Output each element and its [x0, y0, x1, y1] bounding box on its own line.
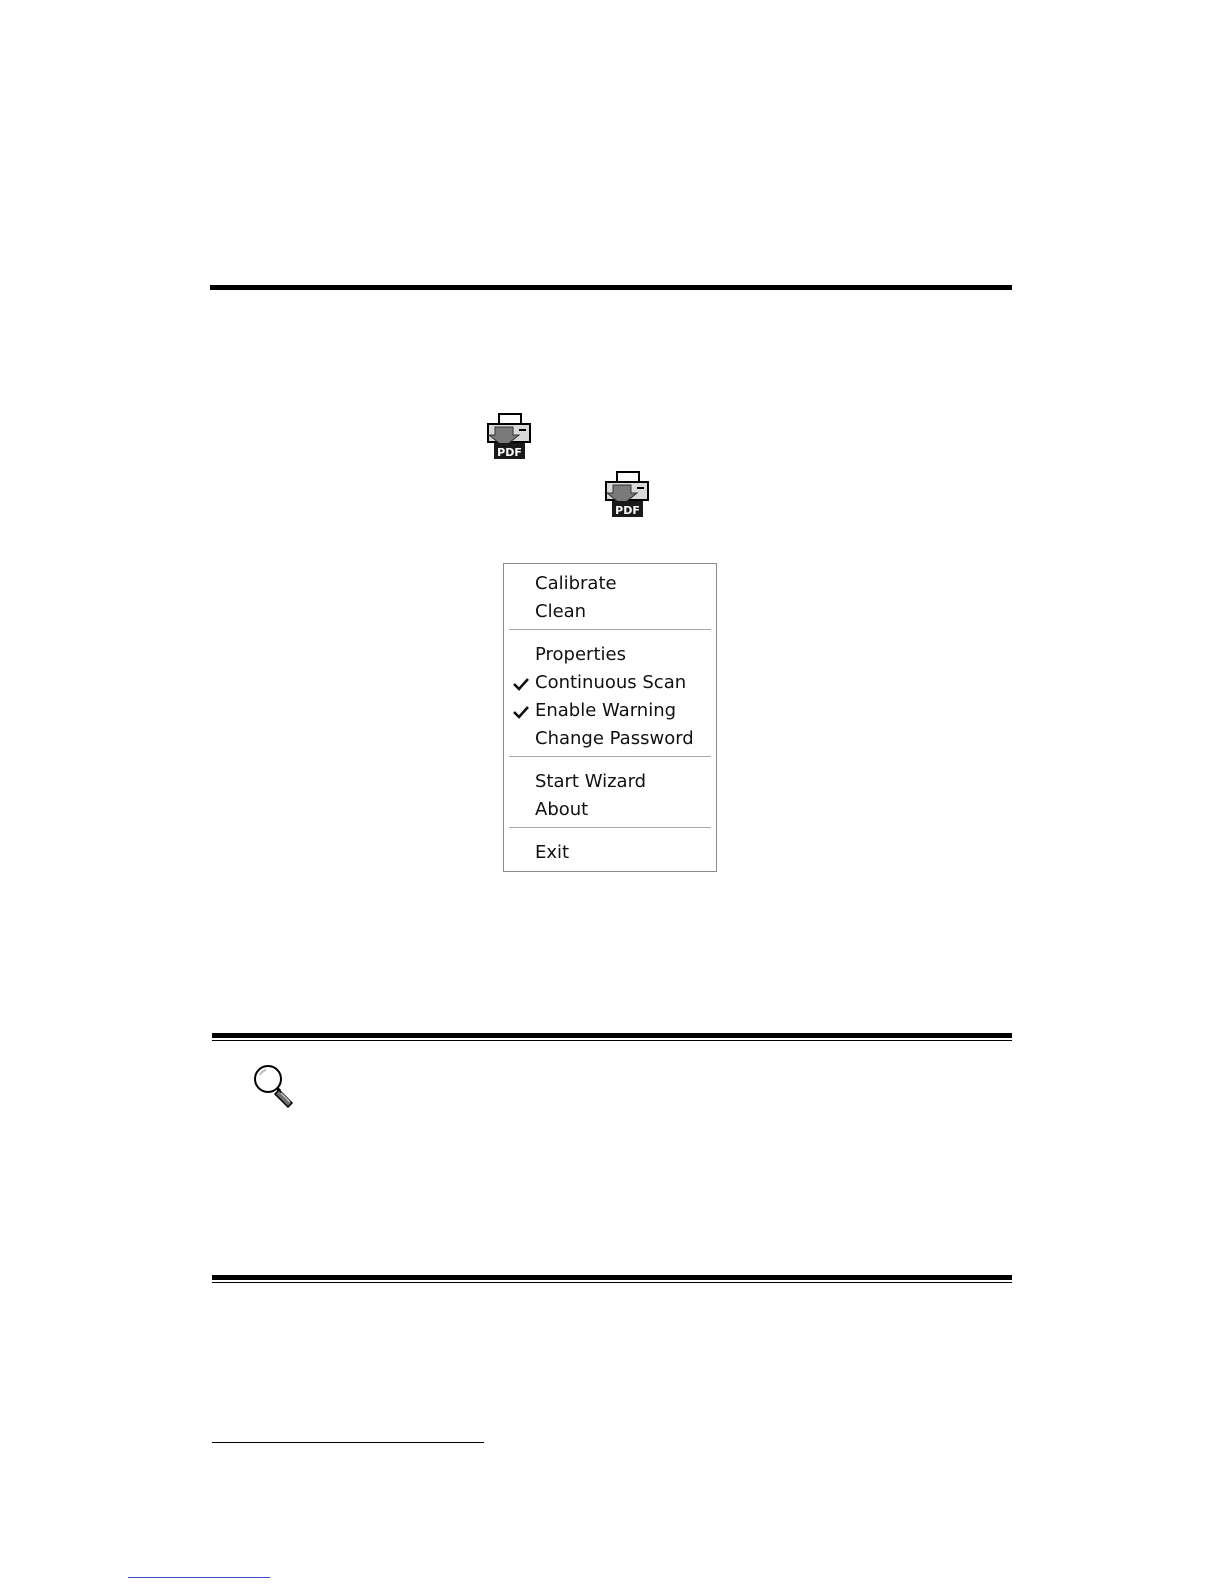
menu-item-label: Clean [535, 601, 587, 622]
menu-item-about[interactable] [504, 796, 716, 824]
menu-item-label: Start Wizard [535, 771, 647, 792]
pdf-printer-icon [485, 413, 533, 461]
hyperlink-underline[interactable] [128, 1577, 270, 1578]
note-top-rule-thin [212, 1040, 1012, 1041]
menu-separator [509, 827, 711, 829]
menu-item-continuous-scan[interactable] [504, 669, 716, 697]
footnote-separator [212, 1442, 484, 1443]
menu-item-label: Exit [535, 842, 570, 863]
note-bottom-rule [212, 1275, 1012, 1280]
pdf-icon-text: PDF [615, 504, 640, 517]
magnifier-icon [251, 1063, 309, 1111]
note-bottom-rule-thin [212, 1282, 1012, 1283]
menu-item-label: Calibrate [535, 573, 617, 594]
checkmark-icon [513, 705, 529, 719]
menu-item-label: About [535, 799, 589, 820]
checkmark-icon [513, 677, 529, 691]
menu-item-enable-warning[interactable] [504, 697, 716, 725]
menu-item-exit[interactable] [504, 839, 716, 867]
menu-item-label: Continuous Scan [535, 672, 687, 693]
menu-item-label: Enable Warning [535, 700, 677, 721]
tray-context-menu [503, 563, 717, 872]
menu-separator [509, 756, 711, 758]
menu-item-label: Properties [535, 644, 626, 665]
pdf-icon-text: PDF [497, 446, 522, 459]
menu-item-clean[interactable] [504, 598, 716, 626]
menu-item-calibrate[interactable] [504, 570, 716, 598]
menu-item-change-password[interactable] [504, 725, 716, 753]
note-top-rule [212, 1033, 1012, 1038]
menu-item-start-wizard[interactable] [504, 768, 716, 796]
menu-item-label: Change Password [535, 728, 694, 749]
pdf-printer-icon [603, 471, 651, 519]
section-header-rule [210, 285, 1012, 290]
menu-item-properties[interactable] [504, 641, 716, 669]
menu-separator [509, 629, 711, 631]
